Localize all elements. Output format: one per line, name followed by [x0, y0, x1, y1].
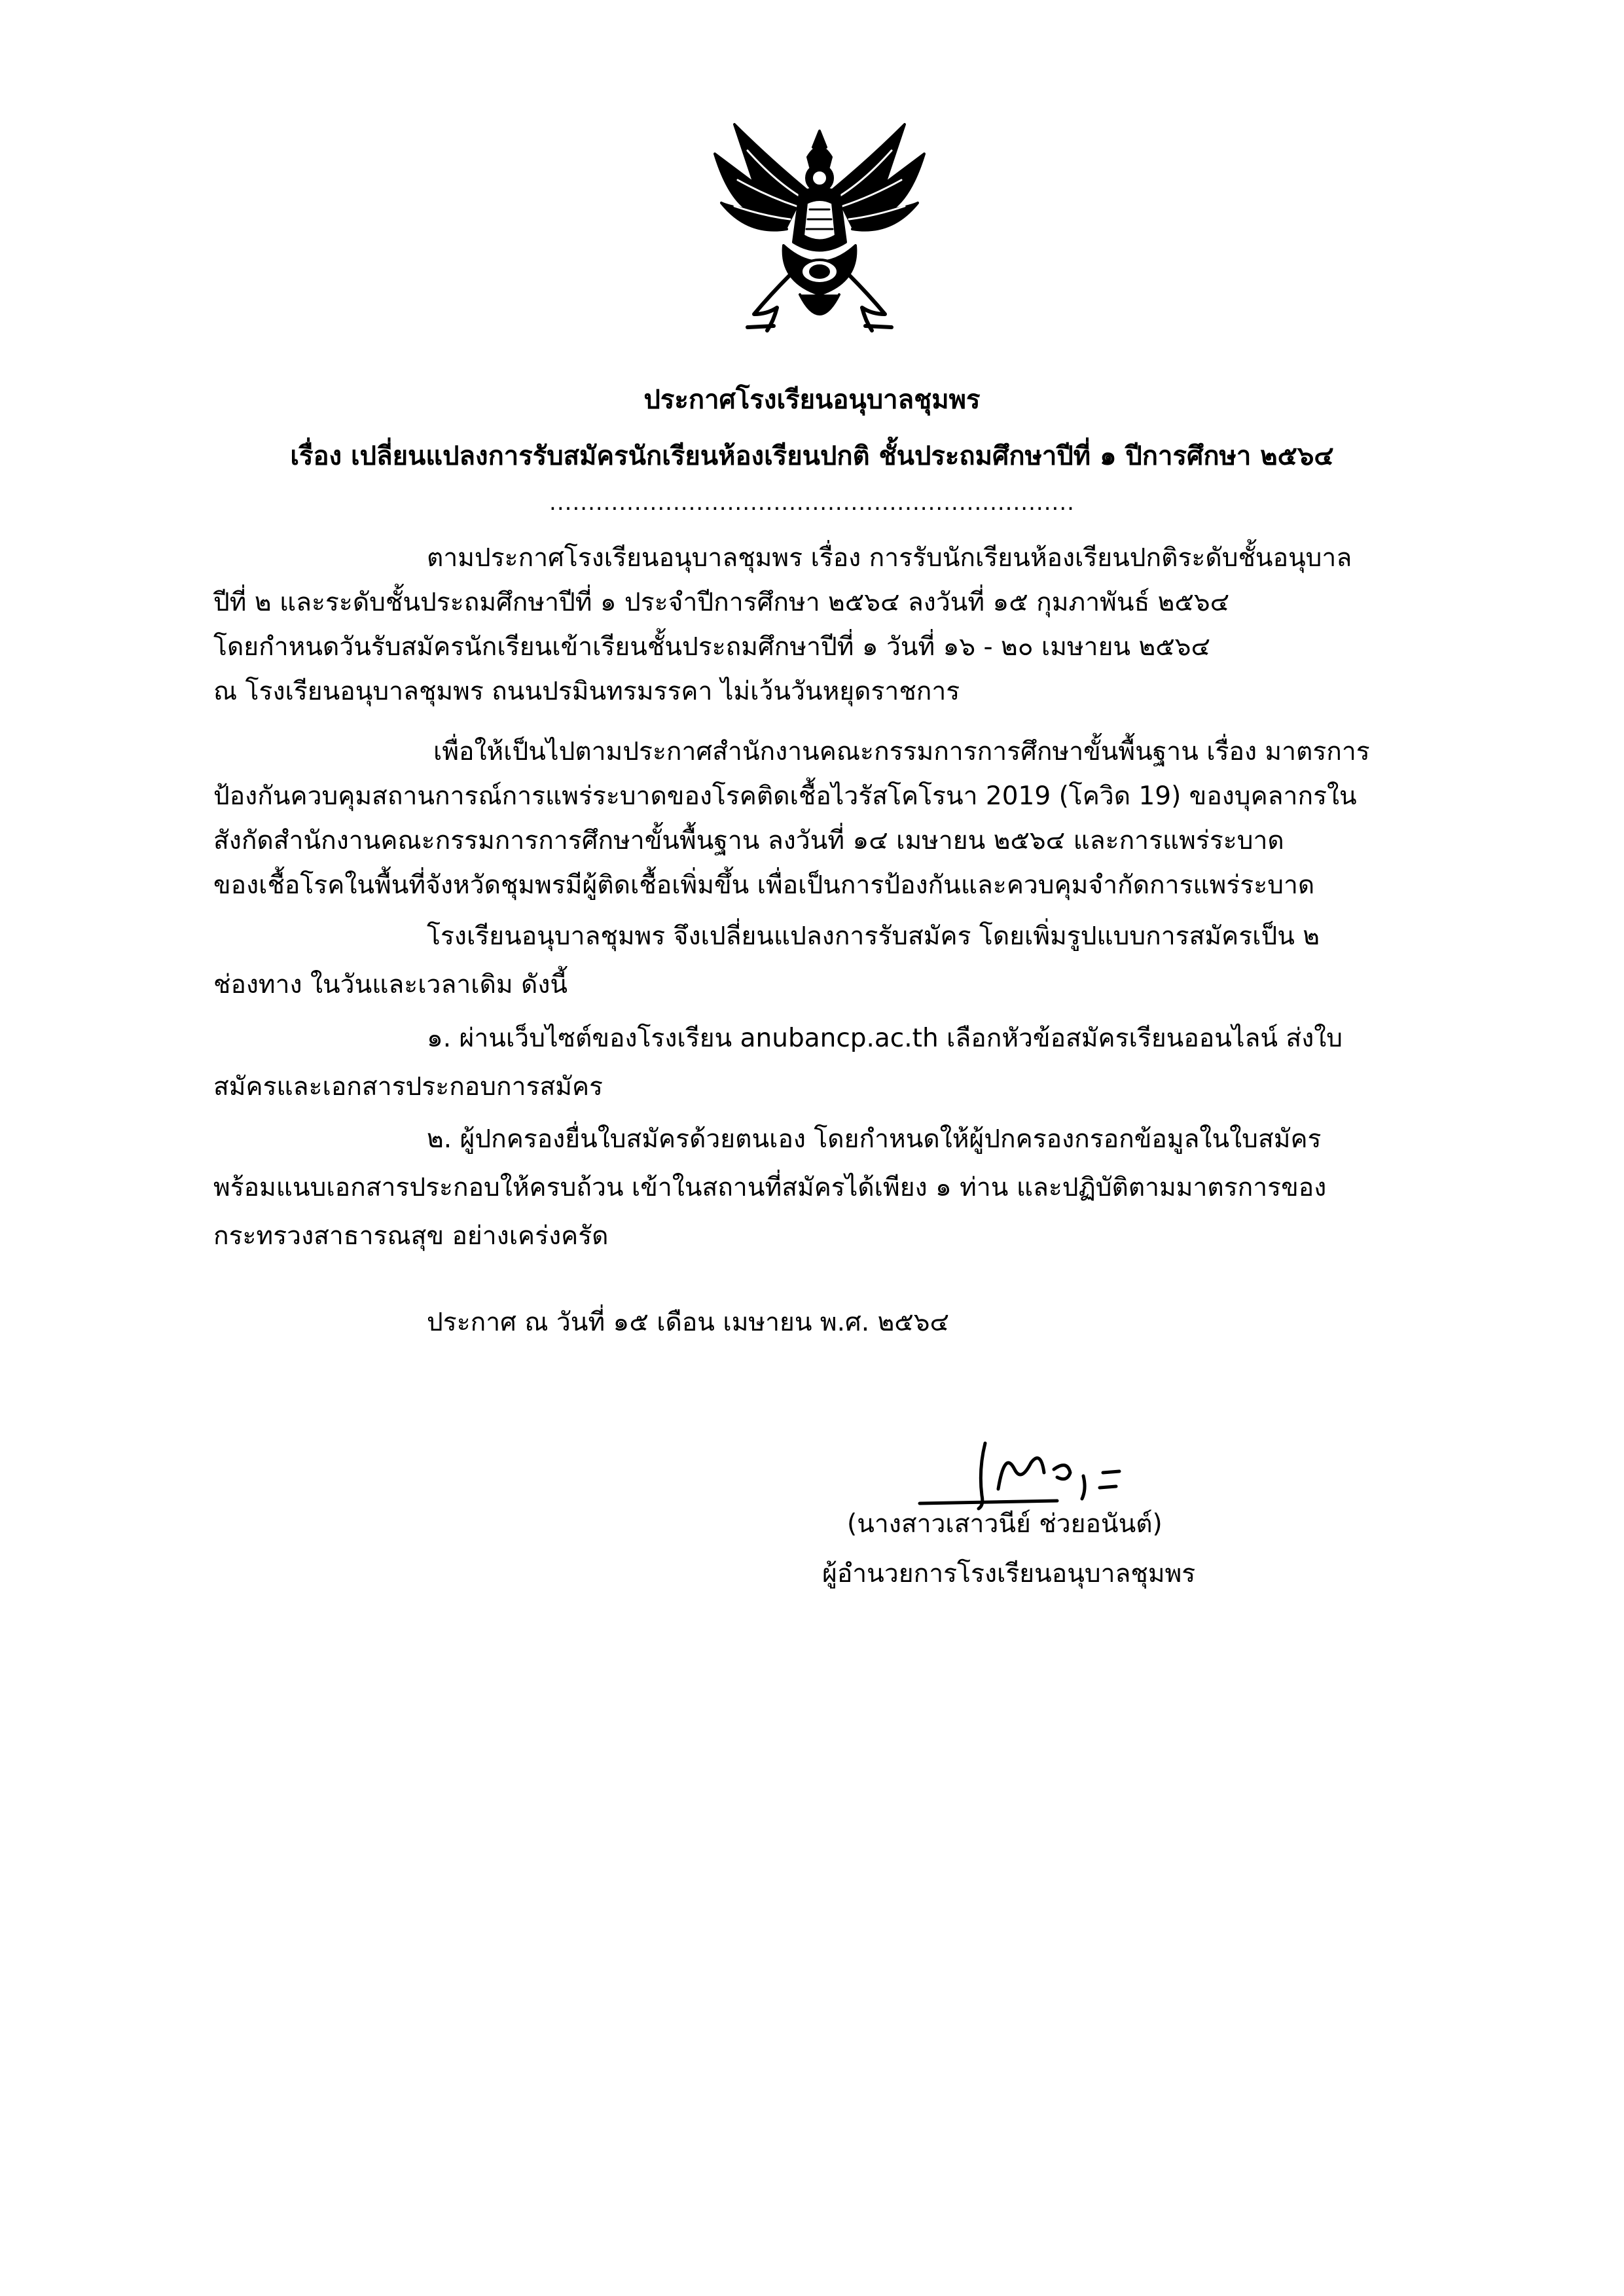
para1-line: โดยกำหนดวันรับสมัครนักเรียนเข้าเรียนชั้นประถมศึกษาปีที่ ๑ วันที่ ๑๖ - ๒๐ เมษายน ๒๕๖๔	[213, 632, 1210, 662]
announcement-date: ประกาศ ณ วันที่ ๑๕ เดือน เมษายน พ.ศ. ๒๕๖๔	[427, 1308, 950, 1337]
para3-line: โรงเรียนอนุบาลชุมพร จึงเปลี่ยนแปลงการรับสมัคร โดยเพิ่มรูปแบบการสมัครเป็น ๒	[427, 922, 1320, 951]
signatory-name: (นางสาวเสาวนีย์ ช่วยอนันต์)	[847, 1509, 1163, 1539]
para2-line: เพื่อให้เป็นไปตามประกาศสำนักงานคณะกรรมการการศึกษาขั้นพื้นฐาน เรื่อง มาตรการ	[433, 737, 1370, 766]
list-item-1-line: ๑. ผ่านเว็บไซต์ของโรงเรียน anubancp.ac.th เลือกหัวข้อสมัครเรียนออนไลน์ ส่งใบ	[427, 1024, 1343, 1053]
announcement-subject: เรื่อง เปลี่ยนแปลงการรับสมัครนักเรียนห้องเรียนปกติ ชั้นประถมศึกษาปีที่ ๑ ปีการศึกษา ๒๕๖๔	[290, 441, 1334, 471]
announcement-title: ประกาศโรงเรียนอนุบาลชุมพร	[643, 385, 981, 415]
list-item-2-line: พร้อมแนบเอกสารประกอบให้ครบถ้วน เข้าในสถานที่สมัครได้เพียง ๑ ท่าน และปฏิบัติตามมาตรการของ	[213, 1173, 1327, 1202]
para1-line: ปีที่ ๒ และระดับชั้นประถมศึกษาปีที่ ๑ ประจำปีการศึกษา ๒๕๖๔ ลงวันที่ ๑๕ กุมภาพันธ์ ๒๕๖๔	[213, 588, 1230, 617]
para2-line: ของเชื้อโรคในพื้นที่จังหวัดชุมพรมีผู้ติดเชื้อเพิ่มขึ้น เพื่อเป็นการป้องกันและควบคุมจำกัดการแพร่ระบาด	[213, 870, 1315, 900]
list-item-2-line: ๒. ผู้ปกครองยื่นใบสมัครด้วยตนเอง โดยกำหนดให้ผู้ปกครองกรอกข้อมูลในใบสมัคร	[427, 1124, 1322, 1154]
para2-line: สังกัดสำนักงานคณะกรรมการการศึกษาขั้นพื้นฐาน ลงวันที่ ๑๔ เมษายน ๒๕๖๔ และการแพร่ระบาด	[213, 826, 1284, 855]
list-item-1-line: สมัครและเอกสารประกอบการสมัคร	[213, 1072, 603, 1102]
signatory-position: ผู้อำนวยการโรงเรียนอนุบาลชุมพร	[822, 1559, 1196, 1588]
para2-line: ป้องกันควบคุมสถานการณ์การแพร่ระบาดของโรคติดเชื้อไวรัสโคโรนา 2019 (โควิด 19) ของบุคลากรใน	[213, 781, 1357, 811]
list-item-2-line: กระทรวงสาธารณสุข อย่างเคร่งครัด	[213, 1221, 609, 1251]
para3-line: ช่องทาง ในวันและเวลาเดิม ดังนี้	[213, 970, 568, 999]
separator: ....................................................................	[549, 490, 1075, 516]
para1-line: ณ โรงเรียนอนุบาลชุมพร ถนนปรมินทรมรรคา ไม่เว้นวันหยุดราชการ	[213, 677, 960, 706]
para1-line: ตามประกาศโรงเรียนอนุบาลชุมพร เรื่อง การรับนักเรียนห้องเรียนปกติระดับชั้นอนุบาล	[427, 543, 1352, 573]
garuda-emblem-icon	[708, 118, 931, 340]
